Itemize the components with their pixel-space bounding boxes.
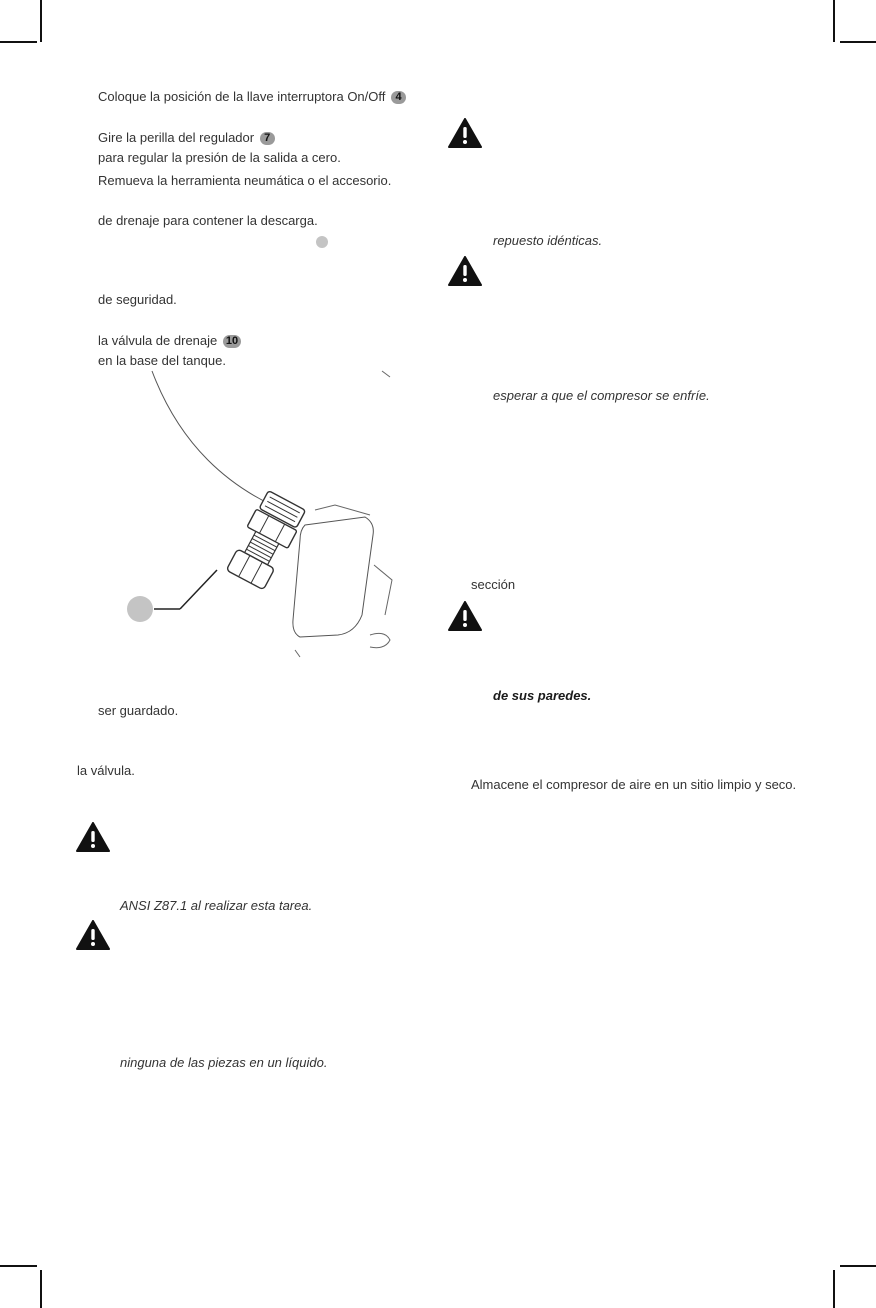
instruction-line: Remueva la herramienta neumática o el accesorio.	[98, 173, 392, 188]
instruction-line	[98, 130, 275, 146]
crop-mark	[0, 1265, 37, 1267]
instruction-text: la válvula de drenaje	[98, 333, 218, 348]
warning-text: de sus paredes.	[493, 688, 592, 703]
instruction-line: para regular la presión de la salida a cero.	[98, 150, 341, 165]
crop-mark	[40, 1270, 42, 1308]
crop-mark	[40, 0, 42, 42]
instruction-line: la válvula.	[77, 763, 135, 778]
crop-mark	[840, 41, 876, 43]
warning-triangle-icon	[76, 822, 110, 852]
instruction-line: en la base del tanque.	[98, 353, 226, 368]
warning-text: ANSI Z87.1 al realizar esta tarea.	[120, 898, 313, 913]
instruction-text: Coloque la posición de la llave interruptora On/Off	[98, 89, 386, 104]
crop-mark	[840, 1265, 876, 1267]
instruction-line: sección	[471, 577, 516, 592]
crop-mark	[0, 41, 37, 43]
instruction-line	[98, 333, 241, 349]
part-number-badge: 4	[391, 91, 406, 104]
warning-triangle-icon	[76, 920, 110, 950]
part-number-badge: 7	[260, 132, 275, 145]
instruction-text: Gire la perilla del regulador	[98, 130, 255, 145]
instruction-line: de seguridad.	[98, 292, 177, 307]
part-number-dot	[316, 236, 328, 248]
instruction-line	[98, 89, 406, 105]
warning-text: esperar a que el compresor se enfríe.	[493, 388, 710, 403]
instruction-line: ser guardado.	[98, 703, 179, 718]
warning-text: repuesto idénticas.	[493, 233, 603, 248]
crop-mark	[833, 1270, 835, 1308]
instruction-line: de drenaje para contener la descarga.	[98, 213, 318, 228]
instruction-line: Almacene el compresor de aire en un sitio limpio y seco.	[471, 777, 797, 792]
drain-valve-illustration	[100, 365, 400, 660]
warning-triangle-icon	[448, 256, 482, 286]
warning-triangle-icon	[448, 118, 482, 148]
part-number-badge: 10	[223, 335, 241, 348]
warning-text: ninguna de las piezas en un líquido.	[120, 1055, 328, 1070]
crop-mark	[833, 0, 835, 42]
warning-triangle-icon	[448, 601, 482, 631]
